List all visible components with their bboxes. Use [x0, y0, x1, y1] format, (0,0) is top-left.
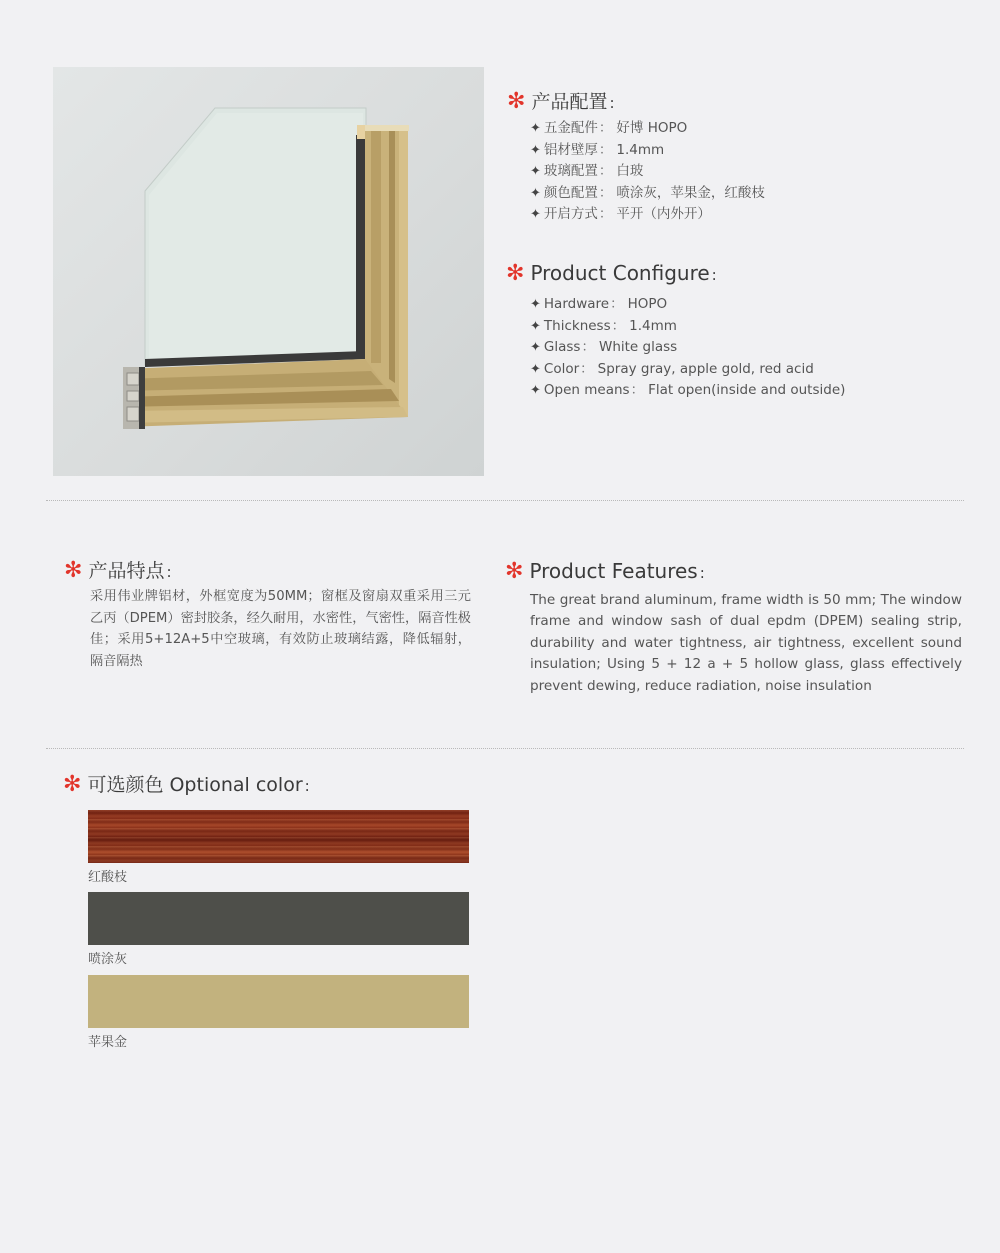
config-en-heading: ✻ Product Configure :	[506, 261, 717, 286]
four-point-star-icon: ✦	[530, 383, 541, 398]
features-en-text: The great brand aluminum, frame width is 50 mm; The window frame and window sash of dual epdm (DPEM) sealing strip, durability and water tightness, air tightness, excellent sound insulation; Using 5 + 12 a + 5 hollow glass, glass effectively prevent dewing, reduce radiation, noise insulation	[530, 592, 962, 694]
four-point-star-icon: ✦	[530, 142, 541, 158]
four-point-star-icon: ✦	[530, 340, 541, 355]
spec-item: ✦ Color： Spray gray, apple gold, red acid	[530, 360, 814, 377]
spec-label: Hardware	[543, 296, 610, 312]
red-asterisk-icon: ✻	[506, 261, 525, 286]
spec-label: Glass	[543, 339, 581, 355]
spec-value: Flat open(inside and outside)	[648, 382, 846, 398]
config-en-list	[530, 294, 845, 402]
four-point-star-icon: ✦	[530, 164, 541, 179]
swatch-label: 红酸枝	[88, 870, 128, 885]
red-asterisk-icon: ✻	[507, 89, 526, 114]
spec-item: ✦ 开启方式： 平开（内外开）	[530, 206, 711, 222]
swatch-apple-gold	[88, 975, 469, 1028]
spec-value: 1.4mm	[616, 141, 665, 158]
config-cn-title: 产品配置	[531, 91, 608, 113]
swatch-label: 苹果金	[88, 1035, 128, 1050]
spec-value: 1.4mm	[629, 317, 677, 334]
config-en-title: Product Configure	[530, 261, 710, 285]
features-en-heading: ✻ Product Features :	[505, 559, 705, 584]
features-cn-text: 采用伟业牌铝材，外框宽度为50MM；窗框及窗扇双重采用三元乙丙（DPEM）密封胶条，经久耐用，水密性，气密性，隔音性极佳；采用5+12A+5中空玻璃，有效防止玻璃结露，降低辐射，隔音隔热	[90, 589, 471, 669]
spec-label: 玻璃配置	[543, 163, 598, 179]
spec-label: 五金配件	[543, 120, 598, 136]
spec-value: White glass	[598, 339, 678, 355]
optional-color-heading: ✻ 可选颜色 Optional color :	[63, 772, 310, 797]
spec-item: ✦ Hardware： HOPO	[530, 296, 668, 312]
spec-value: Spray gray, apple gold, red acid	[597, 360, 814, 377]
four-point-star-icon: ✦	[530, 207, 541, 222]
config-cn-list	[530, 118, 765, 226]
four-point-star-icon: ✦	[530, 318, 541, 334]
section-divider	[46, 500, 964, 501]
spec-item: ✦ Thickness： 1.4mm	[530, 317, 677, 334]
swatch-red-acid	[88, 810, 469, 863]
red-asterisk-icon: ✻	[63, 772, 82, 797]
optional-color-title: 可选颜色 Optional color	[87, 774, 303, 796]
spec-value: HOPO	[627, 296, 668, 312]
spec-value: 白玻	[616, 163, 644, 179]
product-photo	[53, 67, 484, 476]
window-frame-illustration	[53, 67, 484, 476]
spec-item: ✦ 玻璃配置： 白玻	[530, 163, 644, 179]
features-cn-title: 产品特点	[88, 560, 165, 582]
section-divider	[46, 748, 964, 749]
four-point-star-icon: ✦	[530, 185, 541, 201]
four-point-star-icon: ✦	[530, 121, 541, 136]
swatch-label: 喷涂灰	[88, 952, 128, 967]
red-asterisk-icon: ✻	[505, 559, 524, 584]
swatch-spray-gray	[88, 892, 469, 945]
four-point-star-icon: ✦	[530, 361, 541, 377]
spec-item: ✦ 颜色配置： 喷涂灰，苹果金，红酸枝	[530, 184, 765, 201]
config-cn-heading: ✻ 产品配置 :	[507, 89, 615, 114]
spec-label: Open means	[543, 382, 630, 398]
spec-value: 好博 HOPO	[616, 120, 688, 136]
red-asterisk-icon: ✻	[64, 558, 83, 583]
spec-item: ✦ Open means： Flat open(inside and outside)	[530, 382, 846, 398]
features-en-title: Product Features	[529, 559, 698, 583]
spec-label: 颜色配置	[543, 184, 598, 201]
spec-value: 平开（内外开）	[616, 206, 711, 222]
spec-label: Thickness	[543, 317, 611, 334]
spec-item: ✦ Glass： White glass	[530, 339, 678, 355]
spec-label: 开启方式	[543, 206, 598, 222]
spec-label: 铝材壁厚	[543, 141, 598, 158]
spec-value: 喷涂灰，苹果金，红酸枝	[616, 184, 765, 201]
spec-item: ✦ 五金配件： 好博 HOPO	[530, 120, 688, 136]
four-point-star-icon: ✦	[530, 297, 541, 312]
spec-label: Color	[543, 360, 580, 377]
spec-item: ✦ 铝材壁厚： 1.4mm	[530, 141, 665, 158]
features-cn-heading: ✻ 产品特点 :	[64, 558, 172, 583]
